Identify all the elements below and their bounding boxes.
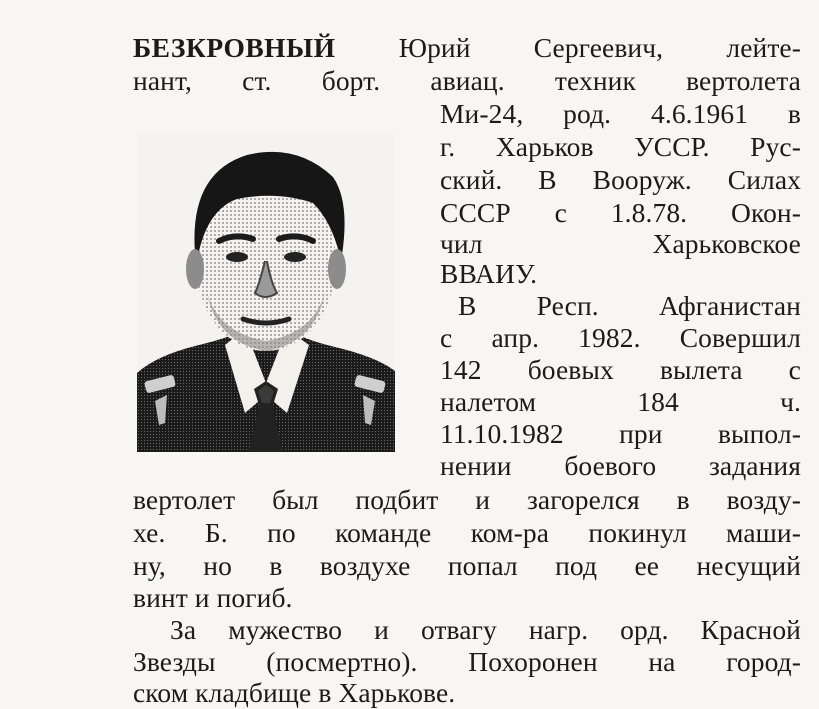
surname: БЕЗКРОВНЫЙ xyxy=(133,32,336,63)
text-line-20: Звезды (посмертно). Похоронен на город- xyxy=(133,646,801,677)
text-line-8: ВВАИУ. xyxy=(440,258,538,289)
text-line-15: вертолет был подбит и загорелся в возду- xyxy=(133,484,801,515)
text-line-13: 11.10.1982 при выпол- xyxy=(440,418,801,449)
text-line-4: г. Харьков УССР. Рус- xyxy=(440,131,801,162)
text-line-9: В Респ. Афганистан xyxy=(458,290,801,321)
text-line-17: ну, но в воздухе попал под ее несущий xyxy=(133,550,801,581)
text-line-10: с апр. 1982. Совершил xyxy=(440,322,801,353)
text-line-16: хе. Б. по команде ком-ра покинул маши- xyxy=(133,517,801,548)
text-line-1 xyxy=(133,32,801,64)
text-line-14: нении боевого задания xyxy=(440,450,801,481)
text-line-19: За мужество и отвагу нагр. орд. Красной xyxy=(170,614,801,645)
text-line-2: нант, ст. борт. авиац. техник вертолета xyxy=(133,65,801,96)
text-line-6: СССР с 1.8.78. Окон- xyxy=(440,197,801,228)
text-line-12-text: налетом 184 ч. xyxy=(440,386,801,417)
text-line-18: винт и погиб. xyxy=(133,582,293,613)
text-line-5: ский. В Вооруж. Силах xyxy=(440,164,801,195)
text-line-3: Ми-24, род. 4.6.1961 в xyxy=(440,98,801,129)
text-line-21: ском кладбище в Харькове. xyxy=(133,677,456,708)
portrait-photo xyxy=(137,133,395,452)
text-line-12 xyxy=(440,386,801,418)
text-line-7: чил Харьковское xyxy=(440,228,801,259)
text-line-1-rest: Юрий Сергеевич, лейте- xyxy=(398,32,801,63)
text-line-11: 142 боевых вылета с xyxy=(440,354,801,385)
